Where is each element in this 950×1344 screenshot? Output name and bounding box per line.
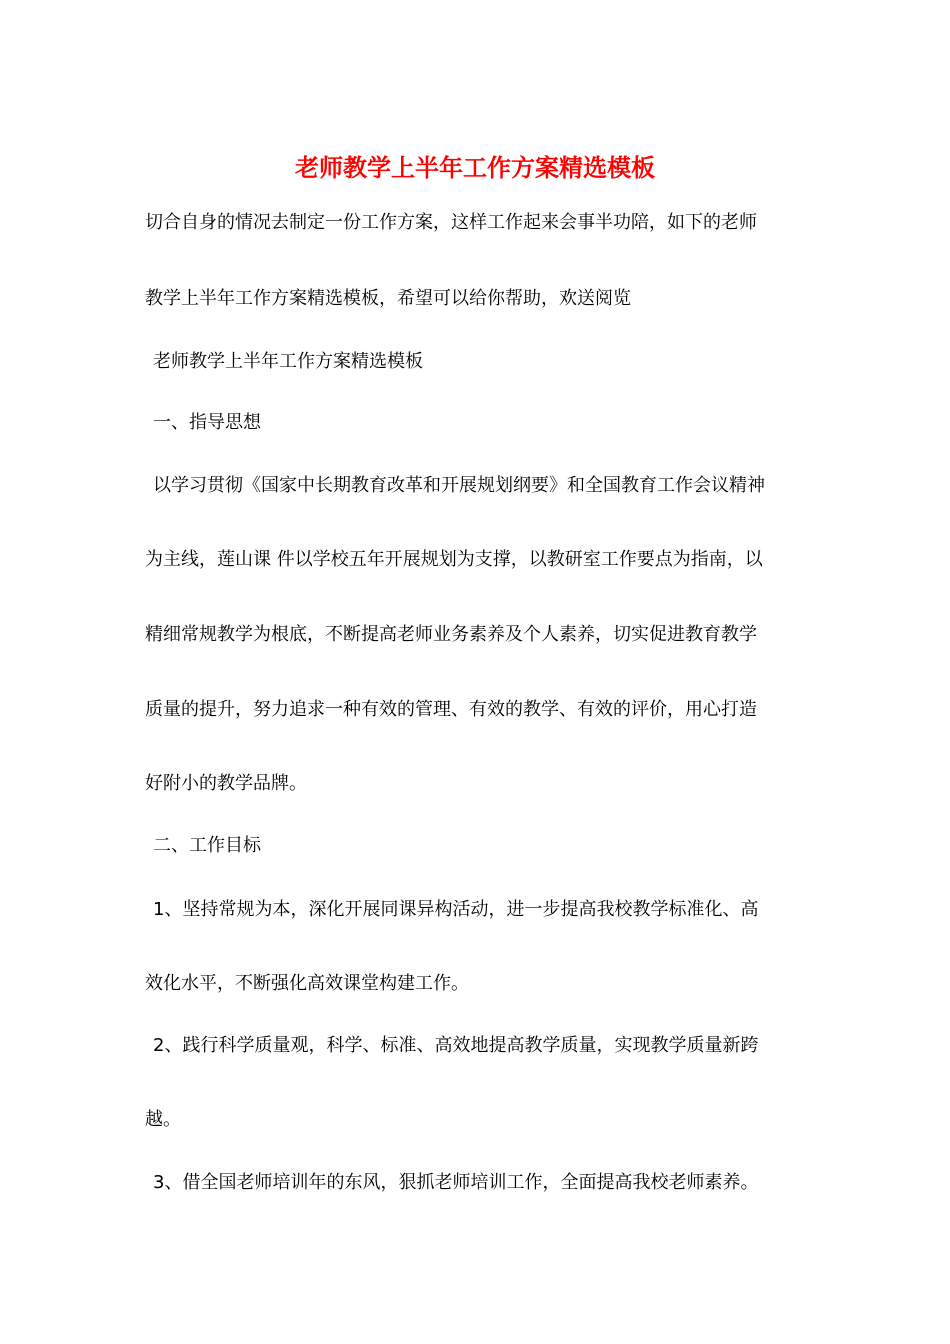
- goal-2-line-1: 2、践行科学质量观，科学、标准、高效地提高教学质量，实现教学质量新跨: [153, 1035, 759, 1056]
- paragraph-line-1: 以学习贯彻《国家中长期教育改革和开展规划纲要》和全国教育工作会议精神: [153, 475, 765, 496]
- paragraph-line-4: 质量的提升，努力追求一种有效的管理、有效的教学、有效的评价，用心打造: [145, 699, 757, 720]
- paragraph-line-3: 精细常规教学为根底，不断提高老师业务素养及个人素养，切实促进教育教学: [145, 624, 757, 645]
- section-heading-2: 二、工作目标: [153, 835, 261, 856]
- intro-line-1: 切合自身的情况去制定一份工作方案，这样工作起来会事半功陪，如下的老师: [145, 212, 757, 233]
- section-heading-1: 一、指导思想: [153, 412, 261, 433]
- goal-2-line-2: 越。: [145, 1109, 181, 1130]
- intro-line-2: 教学上半年工作方案精选模板，希望可以给你帮助，欢送阅览: [145, 288, 631, 309]
- goal-3-line-1: 3、借全国老师培训年的东风，狠抓老师培训工作，全面提高我校老师素养。: [153, 1172, 759, 1193]
- goal-1-line-2: 效化水平，不断强化高效课堂构建工作。: [145, 973, 469, 994]
- paragraph-line-5: 好附小的教学品牌。: [145, 773, 307, 794]
- document-title: 老师教学上半年工作方案精选模板: [295, 153, 655, 182]
- subtitle-line: 老师教学上半年工作方案精选模板: [153, 351, 423, 372]
- paragraph-line-2: 为主线，莲山课 件以学校五年开展规划为支撑，以教研室工作要点为指南，以: [145, 549, 763, 570]
- goal-1-line-1: 1、坚持常规为本，深化开展同课异构活动，进一步提高我校教学标准化、高: [153, 899, 759, 920]
